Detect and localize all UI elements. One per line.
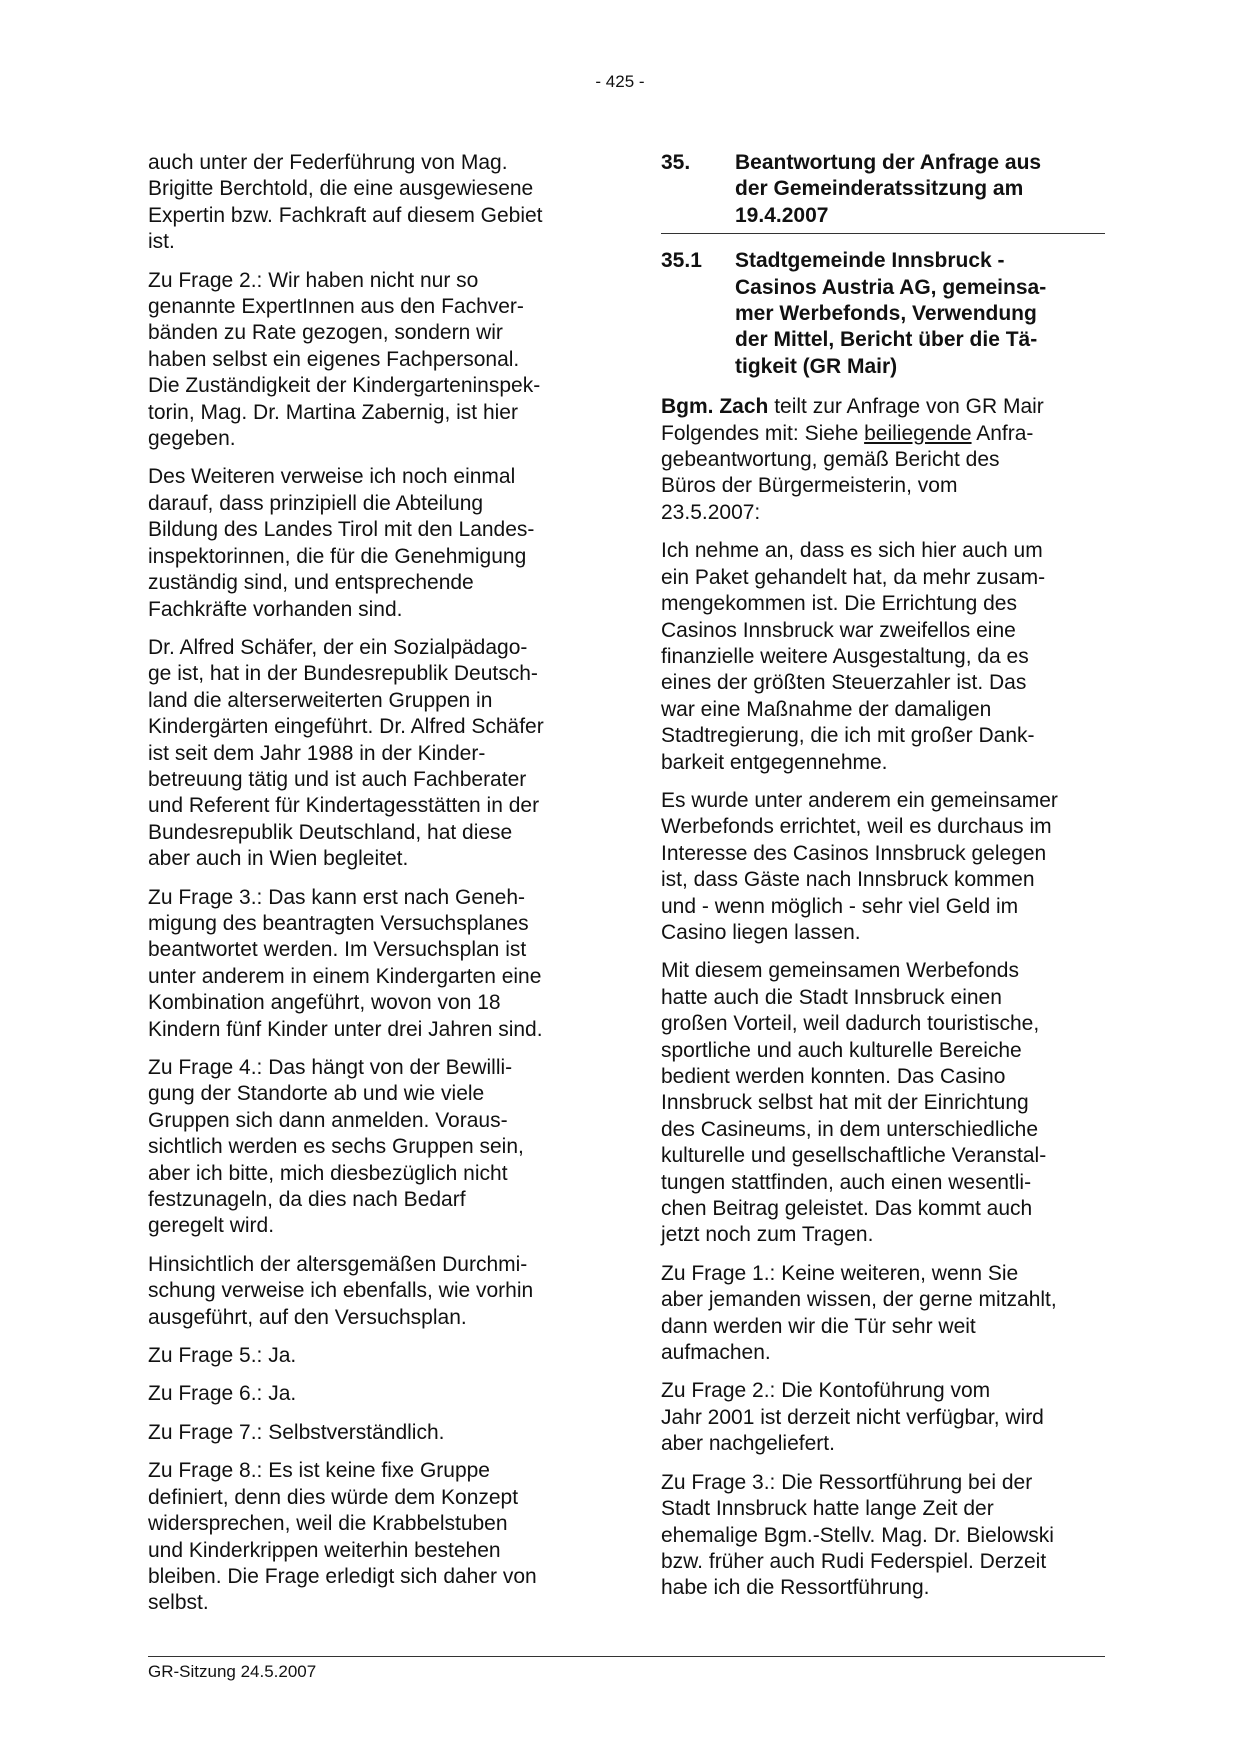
intro-text-after: Anfra- gebeantwortung, gemäß Bericht des Büros der Bürgermeisterin, vom 23.5.2007: (661, 421, 1034, 524)
paragraph: Zu Frage 3.: Das kann erst nach Geneh- migung des beantragten Versuchsplanes beantwortet werden. Im Versuchsplan ist unter anderem in einem Kindergarten eine Kombination angeführt, wovon von 18 Kindern fünf Kinder unter drei Jahren sind. (148, 885, 543, 1041)
section-heading-35 (661, 150, 1105, 234)
paragraph: Dr. Alfred Schäfer, der ein Sozialpädago- ge ist, hat in der Bundesrepublik Deutsch- land die alterserweiterten Gruppen in Kindergärten eingeführt. Dr. Alfred Schäfer ist seit dem Jahr 1988 in der Kinder- betreuung tätig und ist auch Fachberater und Referent für Kindertagesstätten in der Bundesrepublik Deutschland, hat diese aber auch in Wien begleitet. (148, 635, 544, 871)
right-column (661, 150, 1105, 1614)
section-number: 35. (661, 151, 691, 174)
intro-underlined-word: beiliegende (864, 421, 972, 445)
section-title: Beantwortung der Anfrage aus der Gemeinderatssitzung am 19.4.2007 (735, 151, 1042, 227)
footer-session-date: GR-Sitzung 24.5.2007 (148, 1662, 317, 1681)
paragraph: Zu Frage 2.: Wir haben nicht nur so genannte ExpertInnen aus den Fachver- bänden zu Rate gezogen, sondern wir haben selbst ein eigenes Fachpersonal. Die Zuständigkeit der Kindergarteninspek- torin, Mag. Dr. Martina Zabernig, ist hier gegeben. (148, 268, 541, 451)
speaker-name: Bgm. Zach (661, 395, 769, 419)
paragraph: Zu Frage 1.: Keine weiteren, wenn Sie aber jemanden wissen, der gerne mitzahlt, dann werden wir die Tür sehr weit aufmachen. (661, 1261, 1057, 1365)
paragraph: Zu Frage 7.: Selbstverständlich. (148, 1420, 445, 1444)
subsection-heading-35-1 (661, 248, 1105, 380)
paragraph: Zu Frage 6.: Ja. (148, 1382, 297, 1406)
subsection-number: 35.1 (661, 249, 702, 273)
paragraph: Zu Frage 5.: Ja. (148, 1344, 297, 1368)
page-number: - 425 - (595, 72, 645, 91)
paragraph: Zu Frage 3.: Die Ressortführung bei der Stadt Innsbruck hatte lange Zeit der ehemalige Bgm.-Stellv. Mag. Dr. Bielowski bzw. früher auch Rudi Federspiel. Derzeit habe ich die Ressortführung. (661, 1470, 1054, 1600)
paragraph: Zu Frage 2.: Die Kontoführung vom Jahr 2001 ist derzeit nicht verfügbar, wird aber nachgeliefert. (661, 1379, 1044, 1456)
subsection-title: Stadtgemeinde Innsbruck - Casinos Austria AG, gemeinsa- mer Werbefonds, Verwendung der Mittel, Bericht über die Tä- tigkeit (GR Mair) (735, 249, 1047, 378)
intro-text-before: teilt zur Anfrage von GR Mair Folgendes mit: Siehe (661, 395, 1044, 445)
paragraph: Zu Frage 8.: Es ist keine fixe Gruppe definiert, denn dies würde dem Konzept widersprechen, weil die Krabbelstuben und Kinderkrippen weiterhin bestehen bleiben. Die Frage erledigt sich daher von selbst. (148, 1459, 537, 1615)
intro-paragraph (661, 394, 1105, 526)
paragraph: Zu Frage 4.: Das hängt von der Bewilli- gung der Standorte ab und wie viele Gruppen sich dann anmelden. Voraus- sichtlich werden es sechs Gruppen sein, aber ich bitte, mich diesbezüglich nicht festzunageln, da dies nach Bedarf geregelt wird. (148, 1056, 524, 1238)
paragraph: auch unter der Federführung von Mag. Brigitte Berchtold, die eine ausgewiesene Expertin bzw. Fachkraft auf diesem Gebiet ist. (148, 151, 543, 254)
footer-divider (148, 1656, 1105, 1657)
paragraph: Hinsichtlich der altersgemäßen Durchmi- schung verweise ich ebenfalls, wie vorhin ausgeführt, auf den Versuchsplan. (148, 1252, 534, 1329)
paragraph: Ich nehme an, dass es sich hier auch um ein Paket gehandelt hat, da mehr zusam- mengekommen ist. Die Errichtung des Casinos Innsbruck war zweifellos eine finanzielle weitere Ausgestaltung, da es eines der größten Steuerzahler ist. Das war eine Maßnahme der damaligen Stadtregierung, die ich mit großer Dank- barkeit entgegennehme. (661, 539, 1046, 774)
paragraph: Mit diesem gemeinsamen Werbefonds hatte auch die Stadt Innsbruck einen großen Vorteil, weil dadurch touristische, sportliche und auch kulturelle Bereiche bedient werden konnten. Das Casino Innsbruck selbst hat mit der Einrichtung des Casineums, in dem unterschiedliche kulturelle und gesellschaftliche Veranstal- tungen stattfinden, auch einen wesentli- chen Beitrag geleistet. Das kommt auch jetzt noch zum Tragen. (661, 959, 1047, 1247)
paragraph: Des Weiteren verweise ich noch einmal darauf, dass prinzipiell die Abteilung Bildung des Landes Tirol mit den Landes- inspektorinnen, die für die Genehmigung zuständig sind, und entsprechende Fachkräfte vorhanden sind. (148, 465, 535, 621)
paragraph: Es wurde unter anderem ein gemeinsamer Werbefonds errichtet, weil es durchaus im Interesse des Casinos Innsbruck gelegen ist, dass Gäste nach Innsbruck kommen und - wenn möglich - sehr viel Geld im Casino liegen lassen. (661, 788, 1058, 944)
left-column (148, 150, 588, 1629)
